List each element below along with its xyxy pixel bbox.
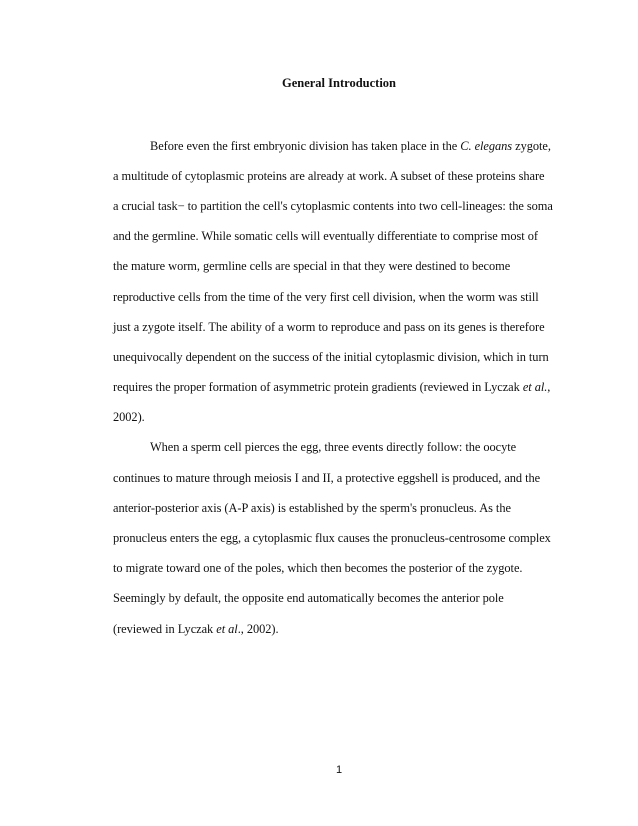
text-segment: ,: [547, 380, 551, 394]
text-line: [113, 622, 279, 637]
text-line: and the germline. While somatic cells will eventually differentiate to comprise most of: [113, 229, 538, 243]
text-line: unequivocally dependent on the success of the initial cytoplasmic division, which in turn: [113, 350, 549, 364]
text-line: a multitude of cytoplasmic proteins are already at work. A subset of these proteins share: [113, 169, 545, 183]
text-line: the mature worm, germline cells are special in that they were destined to become: [113, 259, 511, 273]
text-line: a crucial task− to partition the cell's cytoplasmic contents into two cell-lineages: the soma: [113, 199, 553, 213]
text-segment: Before even the first embryonic division has taken place in the: [150, 139, 461, 153]
text-segment: requires the proper formation of asymmetric protein gradients (reviewed in Lyczak: [113, 380, 523, 394]
citation-et-al: et al: [216, 622, 238, 636]
text-segment: ., 2002).: [237, 622, 279, 636]
citation-et-al: et al.: [522, 380, 548, 394]
page-number: 1: [335, 764, 343, 776]
page-title: General Introduction: [281, 76, 396, 90]
text-segment: zygote,: [512, 139, 551, 153]
text-line: anterior-posterior axis (A-P axis) is established by the sperm's pronucleus. As the: [113, 501, 511, 515]
species-name: C. elegans: [460, 139, 513, 153]
text-line: just a zygote itself. The ability of a worm to reproduce and pass on its genes is therefore: [113, 320, 545, 334]
text-line: 2002).: [113, 410, 145, 424]
text-line: [113, 380, 550, 395]
text-segment: (reviewed in Lyczak: [113, 622, 217, 636]
text-line: Seemingly by default, the opposite end automatically becomes the anterior pole: [113, 591, 504, 605]
text-line: pronucleus enters the egg, a cytoplasmic flux causes the pronucleus-centrosome complex: [113, 531, 551, 545]
text-line: to migrate toward one of the poles, which then becomes the posterior of the zygote.: [113, 561, 523, 575]
text-line: When a sperm cell pierces the egg, three events directly follow: the oocyte: [150, 440, 517, 454]
text-line: continues to mature through meiosis I and II, a protective eggshell is produced, and the: [113, 471, 541, 485]
text-line: [150, 139, 551, 154]
text-line: reproductive cells from the time of the very first cell division, when the worm was still: [113, 290, 539, 304]
